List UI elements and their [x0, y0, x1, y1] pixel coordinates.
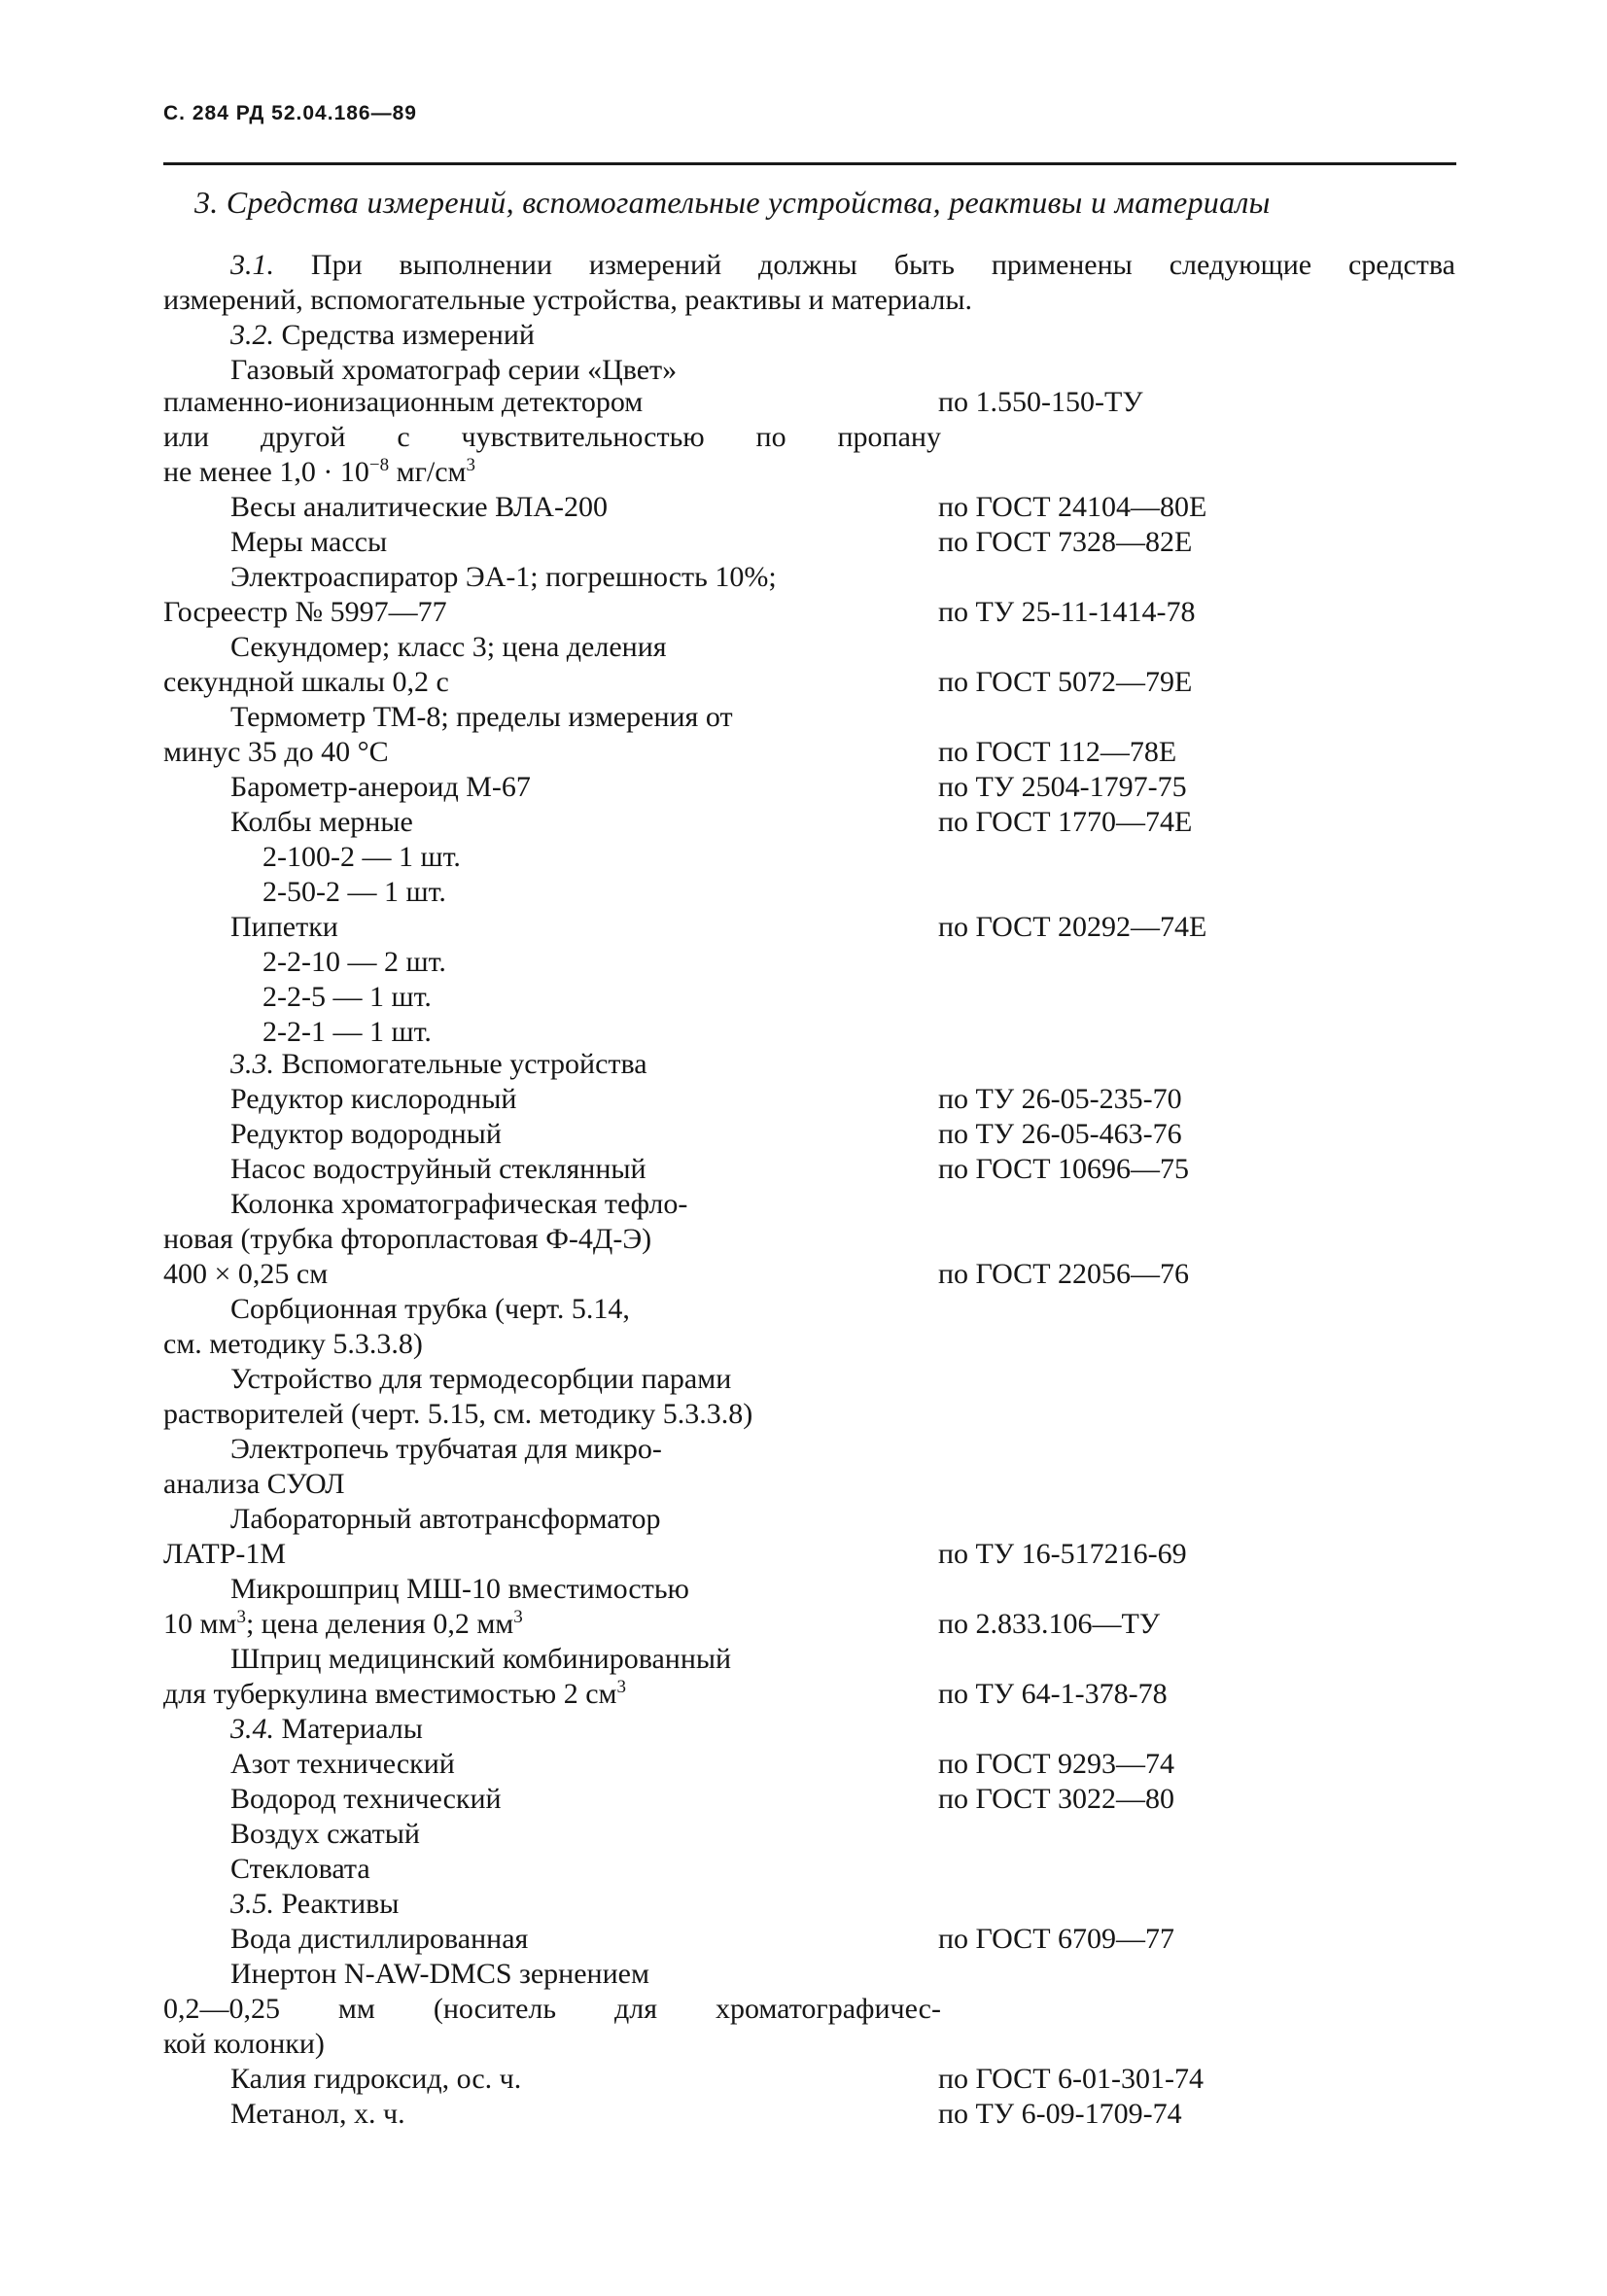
line-text: Устройство для термодесорбции парами: [230, 1363, 732, 1395]
item-text: [163, 1467, 941, 1502]
item-text: [230, 1152, 940, 1187]
item-text: [230, 1502, 940, 1537]
line-text: 2-50-2 — 1 шт.: [262, 876, 446, 908]
item-text: [230, 1117, 940, 1152]
item-text: [230, 1362, 940, 1397]
line-text: Колбы мерные: [230, 806, 413, 838]
line-text: измерений, вспомогательные устройства, реактивы и материалы.: [163, 284, 973, 316]
item-text: [230, 2062, 940, 2097]
superscript: −8: [368, 455, 390, 475]
item-text: [230, 1747, 940, 1782]
standard-reference: по ГОСТ 10696—75: [938, 1153, 1190, 1185]
item-text: [163, 455, 941, 490]
line-text: Шприц медицинский комбинированный: [230, 1643, 732, 1675]
line-text: Азот технический: [230, 1748, 455, 1780]
item-text: [230, 1187, 940, 1222]
superscript: 3: [236, 1607, 246, 1627]
standard-reference: по ТУ 25-11-1414-78: [938, 596, 1196, 628]
item-text: [230, 490, 940, 525]
line-text: Электропечь трубчатая для микро-: [230, 1433, 662, 1465]
item-text: [230, 700, 940, 735]
line-text: Секундомер; класс 3; цена деления: [230, 631, 667, 663]
item-text: [230, 1432, 940, 1467]
line-text: ЛАТР-1М: [163, 1538, 287, 1570]
line-text: новая (трубка фторопластовая Ф-4Д-Э): [163, 1223, 652, 1255]
standard-reference: по ГОСТ 9293—74: [938, 1748, 1175, 1780]
item-text: [230, 1817, 940, 1852]
line-text: 2-2-10 — 2 шт.: [262, 946, 446, 978]
line-text: кой колонки): [163, 2028, 325, 2060]
line-text: Инертон N-AW-DMCS зернением: [230, 1958, 649, 1990]
item-text: [230, 1642, 940, 1677]
standard-reference: по ГОСТ 22056—76: [938, 1258, 1190, 1290]
item-text: [262, 945, 943, 980]
item-text: [163, 665, 941, 700]
line-text: минус 35 до 40 °С: [163, 736, 389, 768]
line-text: пламенно-ионизационным детектором: [163, 386, 644, 418]
item-text: [163, 1257, 941, 1292]
superscript: 3: [466, 455, 476, 475]
item-text: [230, 1922, 940, 1957]
item-text: [163, 1222, 941, 1257]
item-text: [230, 1082, 940, 1117]
standard-reference: по ГОСТ 6-01-301-74: [938, 2063, 1204, 2095]
clause-number: 3.4.: [230, 1713, 274, 1745]
item-text: [230, 805, 940, 840]
line-text: Стекловата: [230, 1853, 370, 1885]
item-text: [163, 1397, 941, 1432]
standard-reference: по ГОСТ 5072—79Е: [938, 666, 1193, 698]
standard-reference: по ГОСТ 3022—80: [938, 1783, 1175, 1815]
item-text: [230, 525, 940, 560]
item-text: [163, 420, 941, 455]
line-text: Меры массы: [230, 526, 388, 558]
line-text: Средства измерений: [274, 319, 535, 351]
standard-reference: по ТУ 26-05-235-70: [938, 1083, 1182, 1115]
item-text: [230, 1292, 940, 1327]
item-text: [163, 1677, 941, 1712]
standard-reference: по ГОСТ 112—78Е: [938, 736, 1177, 768]
line-text: Госреестр № 5997—77: [163, 596, 447, 628]
line-text: не менее 1,0 · 10: [163, 456, 369, 488]
item-text: [163, 2027, 941, 2062]
standard-reference: по 2.833.106—ТУ: [938, 1608, 1161, 1640]
line-text: 2-100-2 — 1 шт.: [262, 841, 461, 873]
item-text: [262, 840, 943, 875]
line-text: 2-2-1 — 1 шт.: [262, 1016, 432, 1048]
line-text: или другой с чувствительностью по пропану: [163, 421, 941, 453]
line-text: Метанол, х. ч.: [230, 2098, 405, 2130]
line-text: Электроаспиратор ЭА-1; погрешность 10%;: [230, 561, 777, 593]
line-text: Вода дистиллированная: [230, 1923, 529, 1955]
line-text: секундной шкалы 0,2 с: [163, 666, 449, 698]
standard-reference: по ТУ 26-05-463-76: [938, 1118, 1182, 1150]
line-text: Сорбционная трубка (черт. 5.14,: [230, 1293, 630, 1325]
clause-number: 3.3.: [230, 1048, 274, 1080]
section-title: 3. Средства измерений, вспомогательные устройства, реактивы и материалы: [194, 185, 1271, 220]
standard-reference: по ГОСТ 6709—77: [938, 1923, 1175, 1955]
line-text: Редуктор водородный: [230, 1118, 502, 1150]
line-text: 2-2-5 — 1 шт.: [262, 981, 432, 1013]
standard-reference: по ТУ 2504-1797-75: [938, 771, 1187, 803]
item-text: [230, 1712, 940, 1747]
standard-reference: по ТУ 16-517216-69: [938, 1538, 1187, 1570]
item-text: [262, 875, 943, 910]
item-text: [163, 1537, 941, 1572]
standard-reference: по ТУ 64-1-378-78: [938, 1678, 1168, 1710]
line-text: Калия гидроксид, ос. ч.: [230, 2063, 522, 2095]
line-text: Термометр ТМ-8; пределы измерения от: [230, 701, 733, 733]
item-text: [230, 910, 940, 945]
clause-number: 3.5.: [230, 1888, 274, 1920]
line-text: анализа СУОЛ: [163, 1468, 345, 1500]
item-text: [163, 385, 941, 420]
standard-reference: по ТУ 6-09-1709-74: [938, 2098, 1182, 2130]
line-text-tail: мг/см: [389, 456, 467, 488]
item-text: [230, 318, 940, 353]
line-text: Водород технический: [230, 1783, 502, 1815]
line-text: Весы аналитические ВЛА-200: [230, 491, 608, 523]
line-text: Воздух сжатый: [230, 1818, 420, 1850]
item-text: [163, 1607, 941, 1642]
line-text: Материалы: [274, 1713, 423, 1745]
item-text: [230, 2097, 940, 2132]
superscript: 3: [513, 1607, 523, 1627]
line-text: Микрошприц МШ-10 вместимостью: [230, 1573, 689, 1605]
item-text: [230, 1572, 940, 1607]
standard-reference: по ГОСТ 7328—82Е: [938, 526, 1193, 558]
item-text: [230, 1887, 940, 1922]
item-text: [230, 1782, 940, 1817]
clause-number: 3.1.: [230, 249, 274, 281]
line-text: Барометр-анероид М-67: [230, 771, 531, 803]
line-text: 0,2—0,25 мм (носитель для хроматографичес-: [163, 1993, 941, 2025]
line-text: Реактивы: [274, 1888, 400, 1920]
item-text: [230, 1047, 940, 1082]
item-text: [230, 1957, 940, 1992]
item-text: [262, 980, 943, 1015]
standard-reference: по ГОСТ 24104—80Е: [938, 491, 1207, 523]
line-text: 400 × 0,25 см: [163, 1258, 329, 1290]
item-text: [230, 630, 940, 665]
standard-reference: по 1.550-150-ТУ: [938, 386, 1143, 418]
line-text: Вспомогательные устройства: [274, 1048, 647, 1080]
header-divider: [163, 162, 1456, 165]
line-text: Газовый хроматограф серии «Цвет»: [230, 354, 678, 386]
line-text: 10 мм: [163, 1608, 237, 1640]
item-text: [163, 1327, 941, 1362]
item-text: [163, 595, 941, 630]
page-header-ref: С. 284 РД 52.04.186—89: [163, 102, 417, 124]
item-text: [230, 1852, 940, 1887]
line-text: для туберкулина вместимостью 2 см: [163, 1678, 617, 1710]
line-text: Колонка хроматографическая тефло-: [230, 1188, 688, 1220]
item-text: [230, 353, 940, 388]
line-text: Лабораторный автотрансформатор: [230, 1503, 661, 1535]
item-text: [163, 283, 973, 318]
line-text: Насос водоструйный стеклянный: [230, 1153, 646, 1185]
item-text: [230, 248, 1455, 283]
line-text-tail: ; цена деления 0,2 мм: [245, 1608, 514, 1640]
line-text: Пипетки: [230, 911, 338, 943]
superscript: 3: [616, 1677, 626, 1697]
clause-number: 3.2.: [230, 319, 274, 351]
item-text: [230, 770, 940, 805]
line-text: Редуктор кислородный: [230, 1083, 517, 1115]
standard-reference: по ГОСТ 20292—74Е: [938, 911, 1207, 943]
item-text: [262, 1015, 943, 1050]
item-text: [230, 560, 940, 595]
item-text: [163, 1992, 941, 2027]
line-text: растворителей (черт. 5.15, см. методику 5.3.3.8): [163, 1398, 753, 1430]
item-text: [163, 735, 941, 770]
line-text: см. методику 5.3.3.8): [163, 1328, 423, 1360]
standard-reference: по ГОСТ 1770—74Е: [938, 806, 1193, 838]
line-text: При выполнении измерений должны быть применены следующие средства: [274, 249, 1455, 281]
